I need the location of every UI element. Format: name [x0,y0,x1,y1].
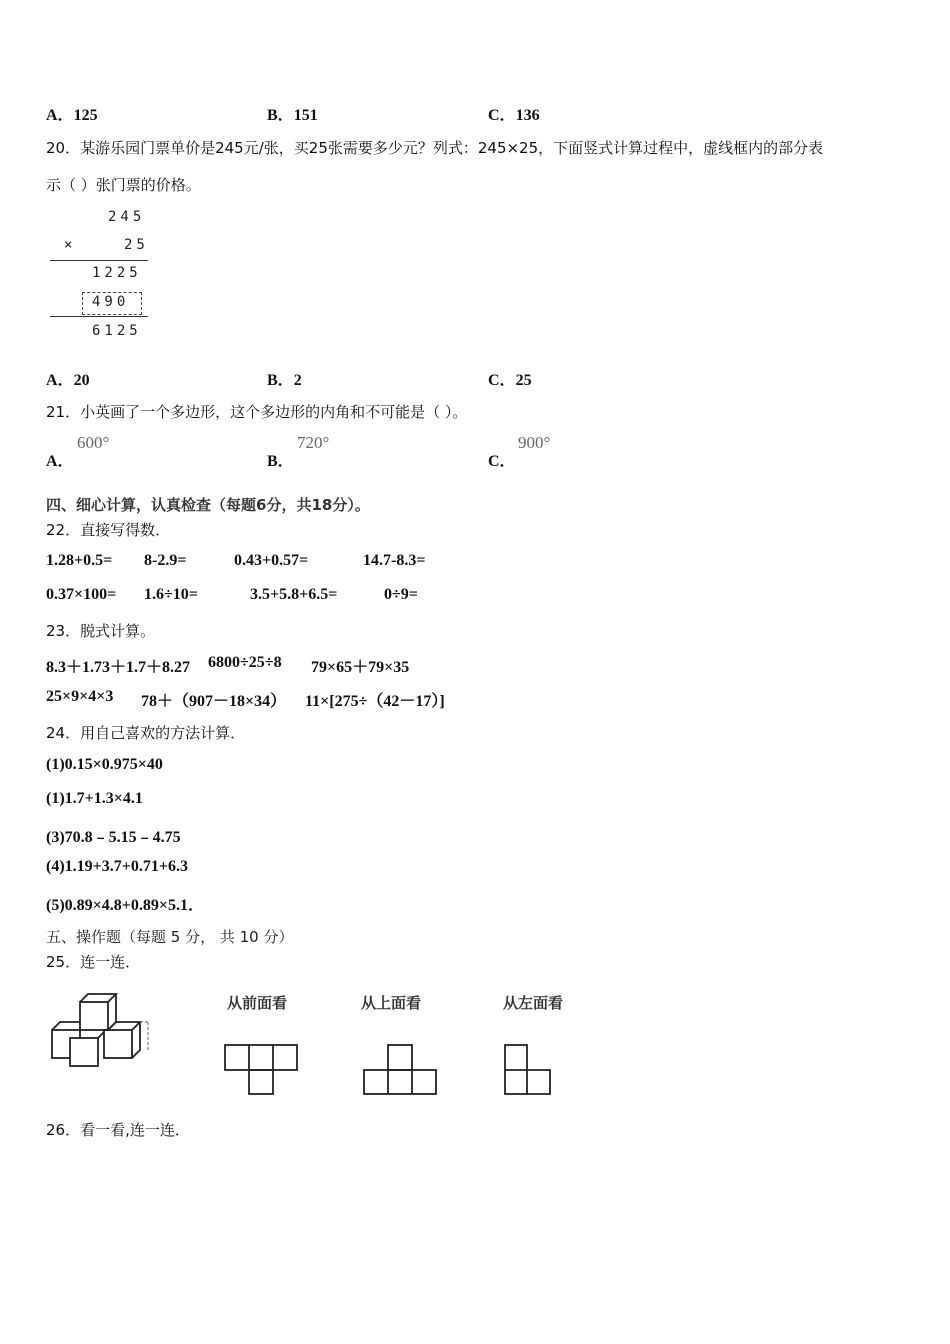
view-label-front: 从前面看 [227,994,288,1012]
q26-title: 26．看一看,连一连． [46,1121,190,1139]
view-label-left: 从左面看 [503,994,564,1012]
q22-r2-c1: 0.37×100= [46,586,117,603]
q20-stem-line1: 20．某游乐园门票单价是245元/张，买25张需要多少元？列式：245×25，下面竖式计算过程中，虚线框内的部分表 [46,139,824,157]
calc-line-2 [50,316,148,317]
q19-option-c: C．136 [488,107,540,124]
q21-option-b-letter: B． [267,453,294,470]
q23-title: 23．脱式计算。 [46,622,156,640]
section5-title: 五、操作题（每题 5 分， 共 10 分） [46,928,294,946]
q22-title: 22．直接写得数． [46,521,171,539]
calc-result: 6125 [92,323,142,339]
q19-option-a: A．125 [46,107,98,124]
q21-option-c-value: 900° [518,433,551,452]
q23-r1-c2: 6800÷25÷8 [208,654,282,671]
q23-r2-c2: 78＋（907－18×34） [141,693,287,710]
q23-r2-c1: 25×9×4×3 [46,688,114,705]
calc-multiplier: 25 [124,237,149,253]
q21-option-b-value: 720° [297,433,330,452]
q22-r1-c2: 8-2.9= [144,552,187,569]
calc-partial-1: 1225 [92,265,142,281]
q21-stem: 21．小英画了一个多边形，这个多边形的内角和不可能是（ ）。 [46,403,468,421]
q21-option-a-value: 600° [77,433,110,452]
q22-r1-c4: 14.7-8.3= [363,552,426,569]
q23-r1-c3: 79×65＋79×35 [311,659,410,676]
q24-item-5: (5)0.89×4.8+0.89×5.1． [46,897,205,914]
q22-r1-c1: 1.28+0.5= [46,552,113,569]
q24-item-2: (1)1.7+1.3×4.1 [46,790,143,807]
calc-multiplicand: 245 [108,209,146,225]
q23-r2-c3: 11×[275÷（42－17）] [305,693,445,710]
q22-r2-c4: 0÷9= [384,586,418,603]
q21-option-a-letter: A． [46,453,74,470]
q23-r1-c1: 8.3＋1.73＋1.7＋8.27 [46,659,191,676]
q20-option-a: A．20 [46,372,90,389]
view-shape-front [222,1042,300,1098]
view-label-top: 从上面看 [361,994,422,1012]
q19-option-b: B．151 [267,107,318,124]
q20-option-c: C．25 [488,372,532,389]
cube-solid-figure [48,990,160,1072]
view-shape-left [500,1042,556,1098]
q21-option-c-letter: C． [488,453,516,470]
calc-partial-2: 490 [92,294,130,310]
q22-r2-c2: 1.6÷10= [144,586,198,603]
q24-item-4: (4)1.19+3.7+0.71+6.3 [46,858,189,875]
q24-item-3: (3)70.8﹣5.15﹣4.75 [46,829,181,846]
q25-title: 25．连一连． [46,953,141,971]
view-shape-top [360,1042,440,1098]
q20-stem-line2: 示（ ）张门票的价格。 [46,176,201,194]
q22-r2-c3: 3.5+5.8+6.5= [250,586,338,603]
q24-title: 24．用自己喜欢的方法计算． [46,724,246,742]
q24-item-1: (1)0.15×0.975×40 [46,756,163,773]
q22-r1-c3: 0.43+0.57= [234,552,309,569]
q20-option-b: B．2 [267,372,302,389]
calc-times-sign: × [64,237,77,253]
calc-line-1 [50,260,148,261]
section4-title: 四、细心计算，认真检查（每题6分，共18分）。 [46,496,370,514]
